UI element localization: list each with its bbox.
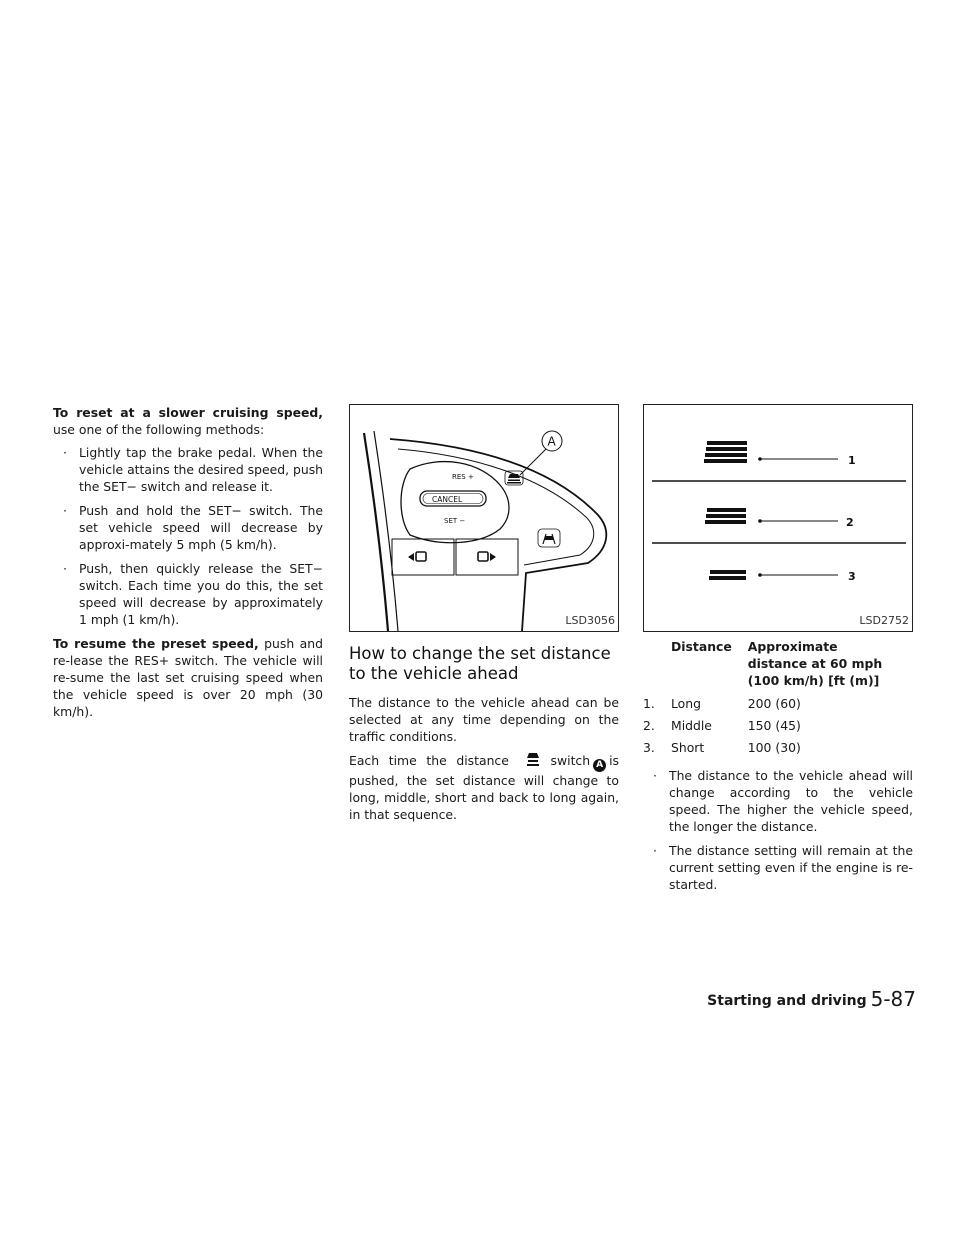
distance-label-1: 1 xyxy=(848,454,856,467)
list-item-text: Lightly tap the brake pedal. When the vehicle attains the desired speed, push the SET− switch and release it. xyxy=(79,445,323,494)
bullet-dot: · xyxy=(63,445,67,460)
section-name: Starting and driving xyxy=(707,993,867,1009)
distance-switch-text-a: Each time the distance xyxy=(349,753,509,768)
bullet-dot: · xyxy=(63,561,67,576)
bullet-dot: · xyxy=(653,768,657,783)
resume-speed-paragraph xyxy=(53,635,323,720)
list-item xyxy=(53,502,323,553)
distance-notes xyxy=(643,767,913,893)
table-row xyxy=(643,717,898,739)
list-item xyxy=(643,767,913,835)
steering-switch-illustration xyxy=(350,405,618,631)
steering-switch-figure xyxy=(349,404,619,632)
distance-switch-text-b: switch xyxy=(550,753,591,768)
table-row xyxy=(643,739,898,761)
distance-intro-paragraph: The distance to the vehicle ahead can be selected at any time depending on the traffic conditions. xyxy=(349,695,619,744)
distance-switch-paragraph xyxy=(349,751,619,823)
menu-left-icon xyxy=(408,552,426,561)
list-item-text: Push, then quickly release the SET− switch. Each time you do this, the set speed will decrease by approximately 1 mph (1 km/h). xyxy=(79,561,323,627)
distance-switch-text-c: is pushed, the set distance will change to long, middle, short and back to long again, in that sequence. xyxy=(349,753,619,822)
row-value: 150 (45) xyxy=(747,718,801,733)
bullet-dot: · xyxy=(63,503,67,518)
distance-bars-illustration xyxy=(644,405,912,631)
column-header-approx: Approximate distance at 60 mph (100 km/h) [ft (m)] xyxy=(747,639,883,688)
row-value: 100 (30) xyxy=(747,740,801,755)
res-switch-label: RES + xyxy=(452,473,474,481)
distance-switch-icon xyxy=(505,471,523,485)
menu-right-icon xyxy=(478,552,496,561)
list-item xyxy=(53,560,323,628)
callout-a-inline: A xyxy=(593,759,606,772)
list-item-text: Push and hold the SET− switch. The set vehicle speed will decrease by approxi-mately 5 mph (5 km/h). xyxy=(79,503,323,552)
list-item-text: The distance setting will remain at the current setting even if the engine is re-started. xyxy=(669,843,913,892)
slower-speed-paragraph xyxy=(53,404,323,438)
table-row xyxy=(643,695,898,717)
list-item-text: The distance to the vehicle ahead will change according to the vehicle speed. The higher the vehicle speed, the longer the distance. xyxy=(669,768,913,834)
row-number: 1. xyxy=(643,696,655,711)
figure-code: LSD2752 xyxy=(859,614,909,627)
row-distance: Short xyxy=(671,740,705,755)
figure-code: LSD3056 xyxy=(565,614,615,627)
page-footer xyxy=(706,987,916,1011)
callout-a-label: A xyxy=(547,434,556,449)
distance-label-2: 2 xyxy=(846,516,854,529)
page-number: 5-87 xyxy=(870,987,916,1011)
row-distance: Long xyxy=(671,696,701,711)
middle-distance-bars xyxy=(705,508,746,524)
right-column xyxy=(643,404,913,900)
left-column xyxy=(53,404,323,726)
cancel-switch-label: CANCEL xyxy=(432,495,463,504)
section-heading: How to change the set distance to the vehicle ahead xyxy=(349,644,611,683)
slower-speed-lead: To reset at a slower cruising speed, xyxy=(53,405,323,420)
middle-column xyxy=(349,404,619,829)
row-number: 3. xyxy=(643,740,655,755)
table-header-row xyxy=(643,638,898,695)
distance-label-3: 3 xyxy=(848,570,856,583)
resume-speed-lead: To resume the preset speed, xyxy=(53,636,259,651)
list-item xyxy=(53,444,323,495)
row-number: 2. xyxy=(643,718,655,733)
distance-table xyxy=(643,638,898,761)
column-header-distance: Distance xyxy=(671,639,732,654)
distance-icon xyxy=(525,751,541,769)
long-distance-bars xyxy=(704,441,747,463)
set-switch-label: SET − xyxy=(444,517,466,525)
list-item xyxy=(643,842,913,893)
row-value: 200 (60) xyxy=(747,696,801,711)
slower-speed-text: use one of the following methods: xyxy=(53,422,265,437)
slower-speed-methods xyxy=(53,444,323,628)
bullet-dot: · xyxy=(653,843,657,858)
short-distance-bars xyxy=(709,570,746,580)
resume-speed-text: push and re-lease the RES+ switch. The vehicle will re-sume the last set cruising speed when the vehicle speed is over 20 mph (30 km/h). xyxy=(53,636,323,719)
row-distance: Middle xyxy=(671,718,712,733)
lane-assist-icon xyxy=(538,529,560,547)
distance-setting-figure xyxy=(643,404,913,632)
